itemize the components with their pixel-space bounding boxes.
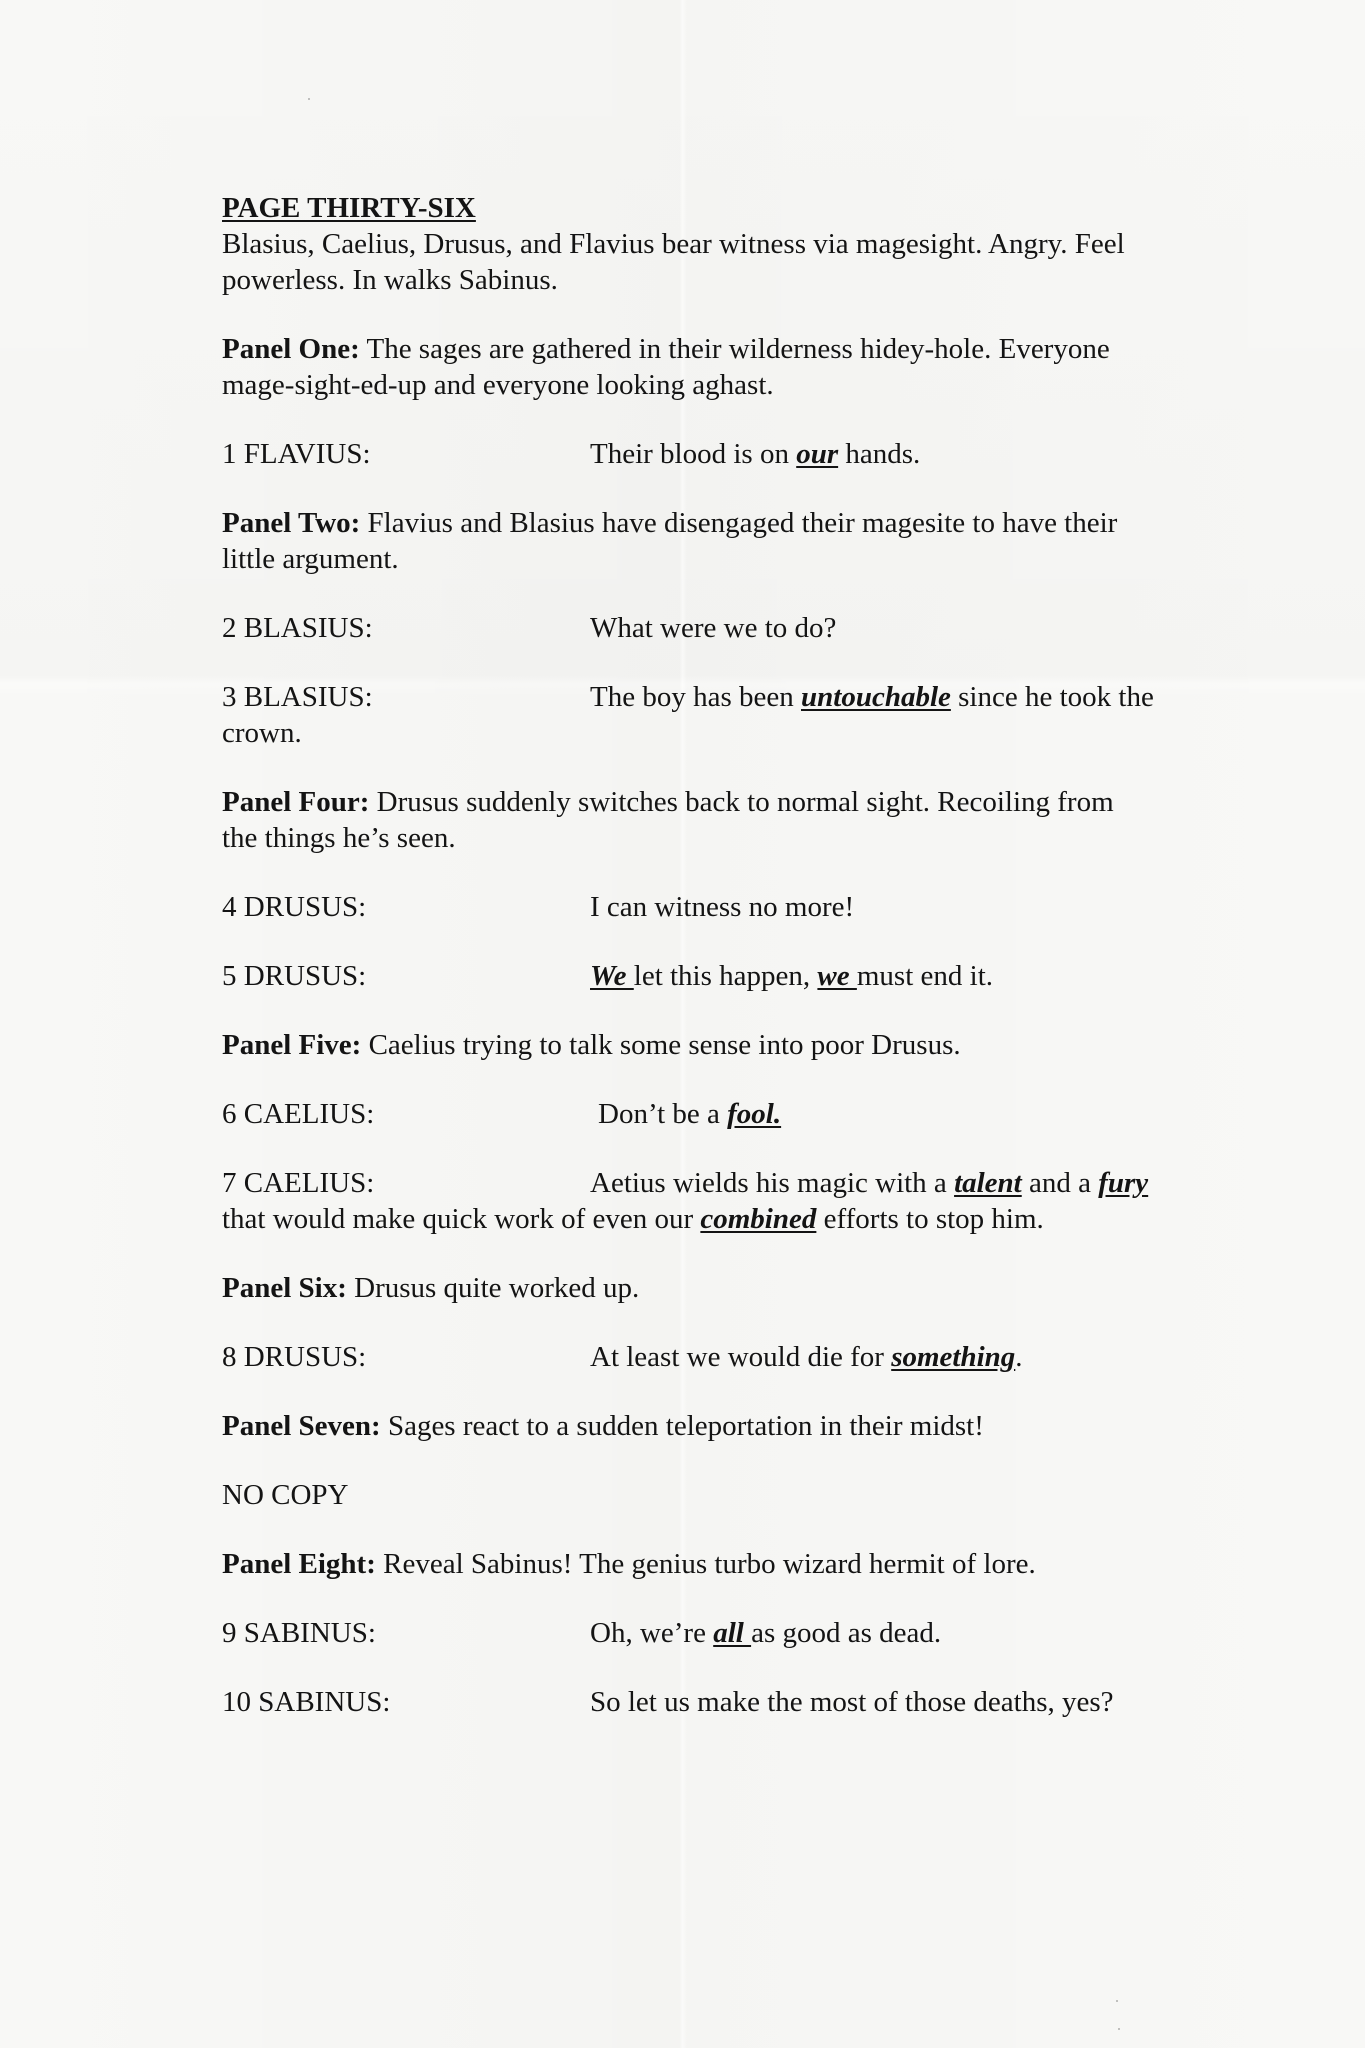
page-title: PAGE THIRTY-SIX bbox=[222, 192, 476, 224]
emphasis-word: fury bbox=[1098, 1167, 1149, 1199]
dialogue-text bbox=[598, 1096, 781, 1132]
dialogue-fragment: hands. bbox=[838, 438, 921, 470]
dialogue-line-2 bbox=[222, 610, 1222, 646]
panel-text: Drusus suddenly switches back to normal sight. Recoiling from bbox=[369, 786, 1114, 818]
speaker-label: 3 BLASIUS: bbox=[222, 681, 373, 713]
panel-text: little argument. bbox=[222, 543, 399, 575]
dialogue-text bbox=[590, 958, 993, 994]
panel-four-description bbox=[222, 784, 1222, 856]
panel-five-description bbox=[222, 1027, 1222, 1063]
dialogue-text bbox=[590, 436, 920, 472]
panel-label: Panel Seven: bbox=[222, 1410, 381, 1442]
dialogue-fragment: Oh, we’re bbox=[590, 1617, 714, 1649]
dialogue-fragment: Their blood is on bbox=[590, 438, 797, 470]
panel-label: Panel One: bbox=[222, 333, 360, 365]
panel-text: mage-sight-ed-up and everyone looking aghast. bbox=[222, 369, 774, 401]
script-page bbox=[222, 190, 1222, 1720]
dialogue-line-9 bbox=[222, 1615, 1222, 1651]
dialogue-continuation: crown. bbox=[222, 717, 302, 749]
dialogue-line-8 bbox=[222, 1339, 1222, 1375]
emphasis-word: all bbox=[713, 1617, 752, 1649]
dialogue-fragment: efforts to stop him. bbox=[816, 1203, 1044, 1235]
dialogue-fragment: At least we would die for bbox=[590, 1341, 892, 1373]
dialogue-fragment: let this happen, bbox=[633, 960, 818, 992]
speaker-label: 8 DRUSUS: bbox=[222, 1341, 367, 1373]
dialogue-text: What were we to do? bbox=[590, 612, 837, 644]
emphasis-word: fool. bbox=[727, 1098, 782, 1130]
dialogue-text bbox=[590, 679, 1154, 715]
panel-text: the things he’s seen. bbox=[222, 822, 456, 854]
emphasis-word: something bbox=[891, 1341, 1016, 1373]
dialogue-line-4 bbox=[222, 889, 1222, 925]
panel-label: Panel Two: bbox=[222, 507, 361, 539]
paper-speck bbox=[1118, 2028, 1120, 2030]
emphasis-word: combined bbox=[700, 1203, 817, 1235]
speaker-label: 6 CAELIUS: bbox=[222, 1098, 375, 1130]
emphasis-word: talent bbox=[954, 1167, 1022, 1199]
panel-one-description bbox=[222, 331, 1222, 403]
paper-speck bbox=[1116, 2000, 1118, 2002]
panel-label: Panel Six: bbox=[222, 1272, 347, 1304]
dialogue-fragment: . bbox=[1015, 1341, 1023, 1373]
panel-text: Drusus quite worked up. bbox=[346, 1272, 640, 1304]
dialogue-fragment: The boy has been bbox=[590, 681, 801, 713]
speaker-label: 7 CAELIUS: bbox=[222, 1167, 375, 1199]
panel-text: Reveal Sabinus! The genius turbo wizard hermit of lore. bbox=[375, 1548, 1036, 1580]
no-copy-note bbox=[222, 1477, 1222, 1513]
dialogue-continuation bbox=[222, 1201, 1222, 1237]
panel-text: Caelius trying to talk some sense into poor Drusus. bbox=[361, 1029, 961, 1061]
emphasis-word: our bbox=[796, 438, 839, 470]
speaker-label: 1 FLAVIUS: bbox=[222, 438, 371, 470]
dialogue-fragment: must end it. bbox=[856, 960, 994, 992]
dialogue-fragment: as good as dead. bbox=[751, 1617, 942, 1649]
emphasis-word: we bbox=[817, 960, 857, 992]
panel-seven-description bbox=[222, 1408, 1222, 1444]
dialogue-fragment: that would make quick work of even our bbox=[222, 1203, 701, 1235]
panel-label: Panel Eight: bbox=[222, 1548, 376, 1580]
panel-six-description bbox=[222, 1270, 1222, 1306]
dialogue-fragment: Don’t be a bbox=[598, 1098, 728, 1130]
page-intro: Blasius, Caelius, Drusus, and Flavius bear witness via magesight. Angry. Feel powerless. In walks Sabinus. bbox=[222, 228, 1125, 296]
speaker-label: 5 DRUSUS: bbox=[222, 960, 367, 992]
dialogue-text bbox=[590, 1339, 1023, 1375]
emphasis-word: We bbox=[590, 960, 634, 992]
panel-label: Panel Four: bbox=[222, 786, 370, 818]
panel-text: The sages are gathered in their wilderness hidey-hole. Everyone bbox=[359, 333, 1110, 365]
dialogue-line-5 bbox=[222, 958, 1222, 994]
dialogue-line-6 bbox=[222, 1096, 1222, 1132]
panel-two-description bbox=[222, 505, 1222, 577]
dialogue-text bbox=[590, 1165, 1148, 1201]
dialogue-line-3 bbox=[222, 679, 1222, 751]
speaker-label: 2 BLASIUS: bbox=[222, 612, 373, 644]
panel-eight-description bbox=[222, 1546, 1222, 1582]
emphasis-word: untouchable bbox=[801, 681, 951, 713]
dialogue-fragment: since he took the bbox=[950, 681, 1154, 713]
dialogue-text bbox=[590, 1615, 941, 1651]
speaker-label: 4 DRUSUS: bbox=[222, 891, 367, 923]
dialogue-text: So let us make the most of those deaths, yes? bbox=[590, 1686, 1114, 1718]
dialogue-line-1 bbox=[222, 436, 1222, 472]
dialogue-text: I can witness no more! bbox=[590, 891, 855, 923]
panel-label: Panel Five: bbox=[222, 1029, 362, 1061]
dialogue-fragment: and a bbox=[1021, 1167, 1099, 1199]
panel-text: Sages react to a sudden teleportation in their midst! bbox=[380, 1410, 984, 1442]
no-copy-text: NO COPY bbox=[222, 1479, 349, 1511]
dialogue-fragment: Aetius wields his magic with a bbox=[590, 1167, 955, 1199]
speaker-label: 9 SABINUS: bbox=[222, 1617, 376, 1649]
panel-text: Flavius and Blasius have disengaged their magesite to have their bbox=[360, 507, 1118, 539]
dialogue-line-7 bbox=[222, 1165, 1222, 1237]
paper-speck bbox=[308, 98, 310, 100]
speaker-label: 10 SABINUS: bbox=[222, 1686, 391, 1718]
dialogue-line-10 bbox=[222, 1684, 1222, 1720]
